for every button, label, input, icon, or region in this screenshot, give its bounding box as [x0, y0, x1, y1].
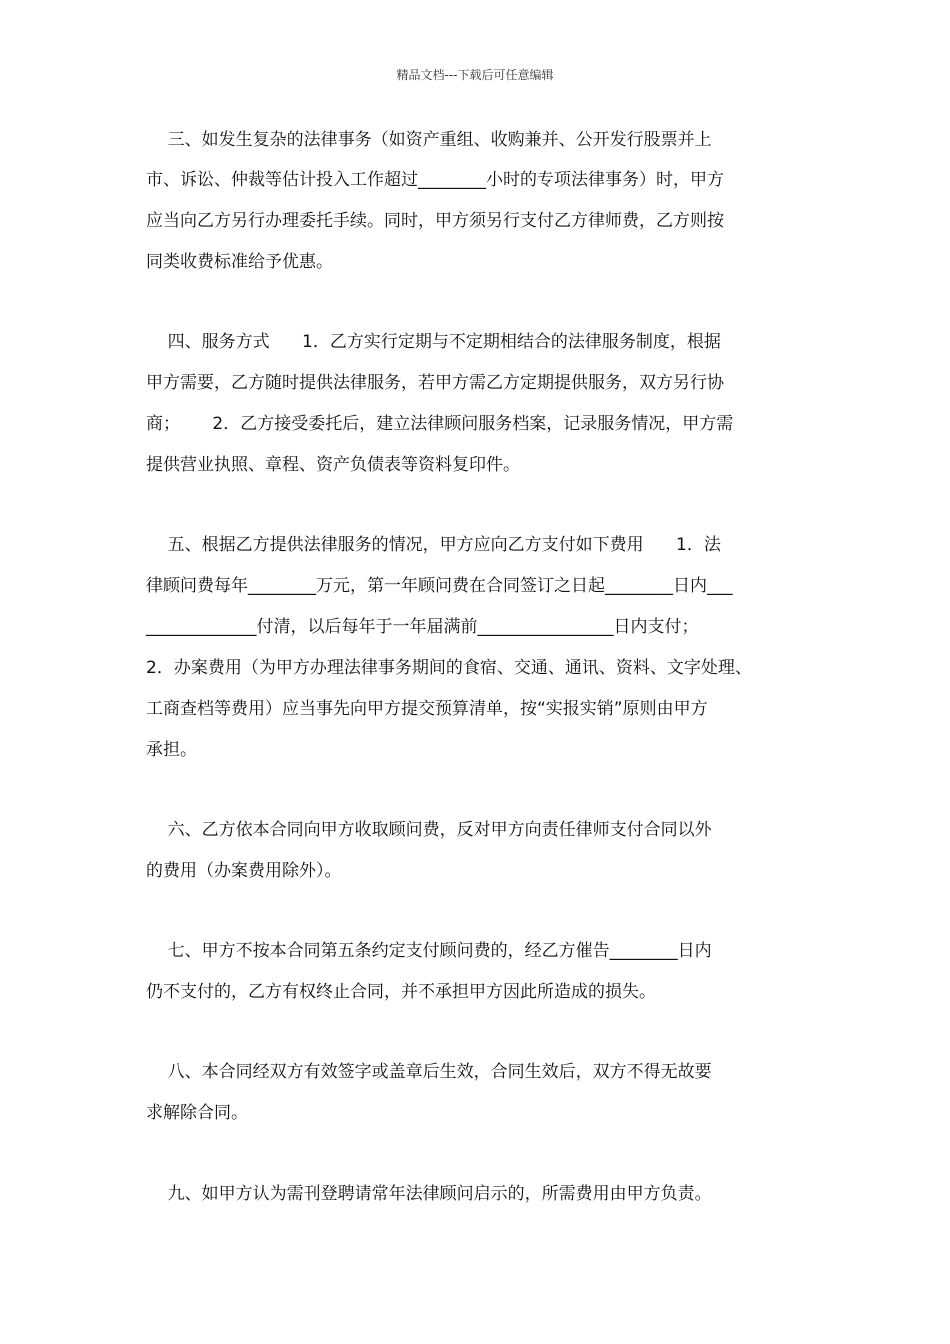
text-line: 甲方需要，乙方随时提供法律服务，若甲方需乙方定期提供服务，双方另行协: [146, 373, 724, 393]
text-line: 六、乙方依本合同向甲方收取顾问费，反对甲方向责任律师支付合同以外: [146, 820, 712, 840]
text-line: _____________付清，以后每年于一年届满前________________日内支付；: [146, 617, 699, 637]
text-line: 律顾问费每年________万元，第一年顾问费在合同签订之日起________日内___: [146, 576, 733, 596]
text-line: 市、诉讼、仲裁等估计投入工作超过________小时的专项法律事务）时，甲方: [146, 170, 724, 190]
text-line: 应当向乙方另行办理委托手续。同时，甲方须另行支付乙方律师费，乙方则按: [146, 211, 724, 231]
text-line: 承担。: [146, 740, 197, 760]
text-line: 三、如发生复杂的法律事务（如资产重组、收购兼并、公开发行股票并上: [146, 130, 712, 150]
text-line: 2．办案费用（为甲方办理法律事务期间的食宿、交通、通讯、资料、文字处理、: [146, 658, 752, 678]
text-line: 提供营业执照、章程、资产负债表等资料复印件。: [146, 455, 520, 475]
text-line: 七、甲方不按本合同第五条约定支付顾问费的，经乙方催告________日内: [146, 941, 712, 961]
page-header: 精品文档---下载后可任意编辑: [396, 68, 554, 82]
text-line: 四、服务方式 1．乙方实行定期与不定期相结合的法律服务制度，根据: [146, 332, 721, 352]
text-line: 的费用（办案费用除外）。: [146, 861, 342, 881]
text-line: 工商查档等费用）应当事先向甲方提交预算清单，按“实报实销”原则由甲方: [146, 699, 708, 719]
text-line: 商； 2．乙方接受委托后，建立法律顾问服务档案，记录服务情况，甲方需: [146, 414, 734, 434]
text-line: 八、本合同经双方有效签字或盖章后生效，合同生效后，双方不得无故要: [146, 1062, 712, 1082]
text-line: 九、如甲方认为需刊登聘请常年法律顾问启示的，所需费用由甲方负责。: [146, 1184, 712, 1204]
text-line: 求解除合同。: [146, 1103, 248, 1123]
text-line: 仍不支付的，乙方有权终止合同，并不承担甲方因此所造成的损失。: [146, 982, 656, 1002]
text-line: 同类收费标准给予优惠。: [146, 252, 333, 272]
text-line: 五、根据乙方提供法律服务的情况，甲方应向乙方支付如下费用 1．法: [146, 535, 721, 555]
